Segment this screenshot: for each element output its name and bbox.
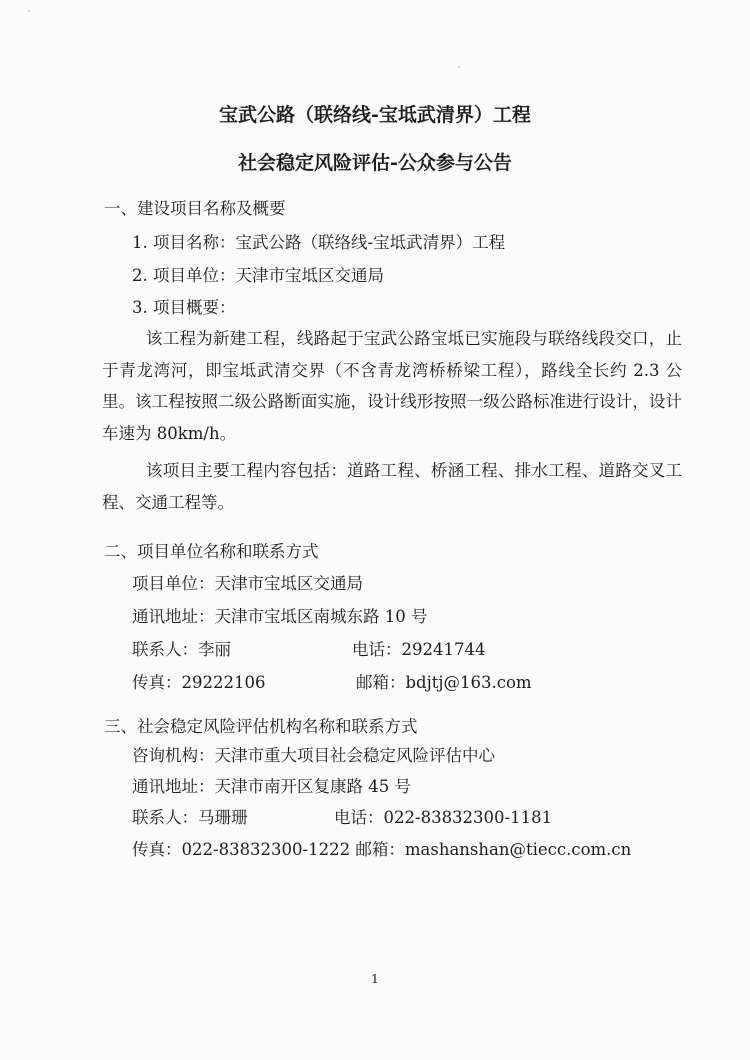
section2-fax: 传真：29222106 [132,673,266,692]
project-unit-item: 2. 项目单位：天津市宝坻区交通局 [132,266,384,285]
scan-speck [28,10,30,12]
section3-contact: 联系人：马珊珊 [132,808,248,827]
section2-unit: 项目单位：天津市宝坻区交通局 [132,574,363,593]
document-title-line2: 社会稳定风险评估-公众参与公告 [238,152,512,174]
project-name-item: 1. 项目名称：宝武公路（联络线-宝坻武清界）工程 [132,233,506,252]
section2-phone: 电话：29241744 [352,640,486,659]
project-overview-item: 3. 项目概要： [132,298,236,317]
section2-heading: 二、项目单位名称和联系方式 [104,542,319,561]
project-overview-paragraph: 该工程为新建工程，线路起于宝武公路宝坻已实施段与联络线段交口，止于青龙湾河，即宝坻武清交界（不含青龙湾桥桥梁工程），路线全长约 2.3 公里。该工程按照二级公路断面实施，设计线形按照一级公路标准进行设计，设计车速为 80km/h。 [102,329,682,443]
section3-agency: 咨询机构：天津市重大项目社会稳定风险评估中心 [132,746,495,765]
section2-address: 通讯地址：天津市宝坻区南城东路 10 号 [132,607,428,626]
section2-email: 邮箱：bdjtj@163.com [356,673,532,692]
document-title-line1: 宝武公路（联络线-宝坻武清界）工程 [219,104,531,126]
section3-heading: 三、社会稳定风险评估机构名称和联系方式 [104,717,418,736]
section2-contact: 联系人：李丽 [132,640,231,659]
section3-address: 通讯地址：天津市南开区复康路 45 号 [132,777,411,796]
scan-speck [458,66,460,68]
section1-heading: 一、建设项目名称及概要 [104,199,286,218]
page-number: 1 [371,972,379,986]
section3-fax-email: 传真：022-83832300-1222 邮箱：mashanshan@tiecc.com.cn [132,840,632,859]
project-contents-paragraph: 该项目主要工程内容包括：道路工程、桥涵工程、排水工程、道路交叉工程、交通工程等。 [102,461,682,512]
section3-phone: 电话：022-83832300-1181 [334,808,553,827]
